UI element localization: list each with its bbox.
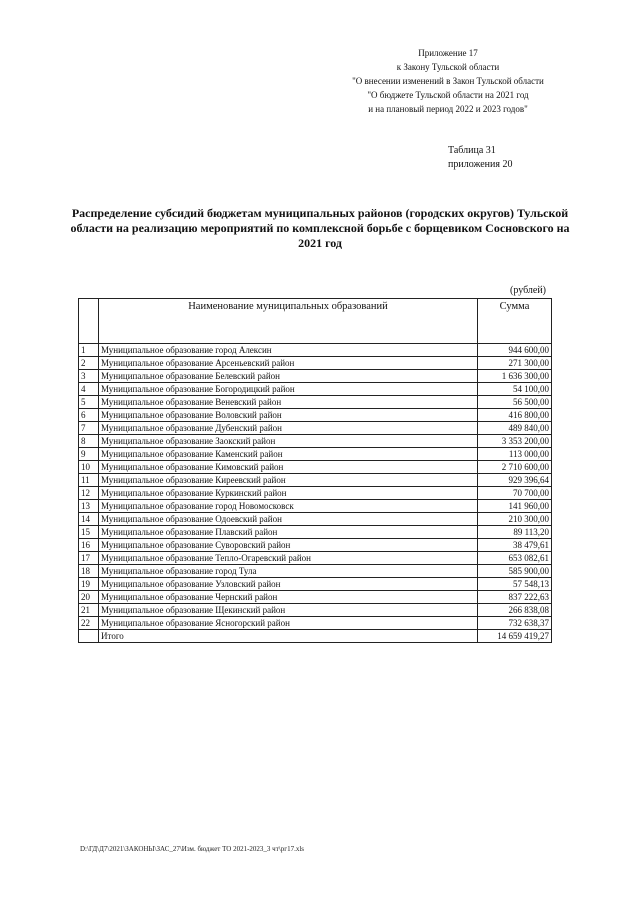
table-row [79,461,552,474]
table-row [79,565,552,578]
municipality-name: Муниципальное образование Куркинский район [99,487,478,500]
municipality-name: Муниципальное образование Дубенский район [99,422,478,435]
appendix-line: Приложение 17 [418,48,478,58]
total-row [79,630,552,643]
subsidy-amount: 489 840,00 [478,422,552,435]
subsidy-amount: 57 548,13 [478,578,552,591]
table-row [79,513,552,526]
subsidy-amount: 210 300,00 [478,513,552,526]
table-row [79,448,552,461]
table-row [79,500,552,513]
municipality-name: Муниципальное образование Киреевский район [99,474,478,487]
table-row [79,396,552,409]
row-number: 5 [79,396,99,409]
subsidy-amount: 113 000,00 [478,448,552,461]
subsidy-amount: 585 900,00 [478,565,552,578]
subsidy-amount: 416 800,00 [478,409,552,422]
row-number: 6 [79,409,99,422]
municipality-name: Муниципальное образование город Тула [99,565,478,578]
subsidy-table [78,298,552,643]
subsidy-amount: 837 222,63 [478,591,552,604]
row-number: 7 [79,422,99,435]
row-number: 8 [79,435,99,448]
municipality-name: Муниципальное образование Кимовский район [99,461,478,474]
subsidy-amount: 141 960,00 [478,500,552,513]
row-number: 2 [79,357,99,370]
table-row [79,526,552,539]
subsidy-amount: 89 113,20 [478,526,552,539]
municipality-name: Муниципальное образование город Новомосковск [99,500,478,513]
subsidy-amount: 1 636 300,00 [478,370,552,383]
subsidy-amount: 56 500,00 [478,396,552,409]
appendix-label: приложения 20 [448,159,513,170]
table-row [79,617,552,630]
column-header-number [79,299,99,344]
document-title: Распределение субсидий бюджетам муниципальных районов (городских округов) Тульской области на реализацию мероприятий по комплексной борьбе с борщевиком Сосновского на 2021 год [70,206,570,250]
table-row [79,370,552,383]
table-row [79,552,552,565]
table-label: Таблица 31 [448,145,496,156]
municipality-name: Муниципальное образование Веневский район [99,396,478,409]
row-number: 22 [79,617,99,630]
table-body [79,344,552,643]
municipality-name: Муниципальное образование Чернский район [99,591,478,604]
appendix-line: и на плановый период 2022 и 2023 годов" [368,104,528,114]
municipality-name: Муниципальное образование Ясногорский район [99,617,478,630]
subsidy-amount: 3 353 200,00 [478,435,552,448]
municipality-name: Муниципальное образование Узловский район [99,578,478,591]
row-number: 18 [79,565,99,578]
subsidy-amount: 266 838,08 [478,604,552,617]
table-row [79,604,552,617]
table-row [79,422,552,435]
row-number: 19 [79,578,99,591]
row-number: 12 [79,487,99,500]
municipality-name: Итого [99,630,478,643]
municipality-name: Муниципальное образование Суворовский район [99,539,478,552]
municipality-name: Муниципальное образование город Алексин [99,344,478,357]
row-number: 14 [79,513,99,526]
subsidy-amount: 271 300,00 [478,357,552,370]
table-row [79,435,552,448]
row-number: 11 [79,474,99,487]
subsidy-amount: 653 082,61 [478,552,552,565]
row-number: 16 [79,539,99,552]
appendix-line: "О бюджете Тульской области на 2021 год [367,90,529,100]
appendix-line: "О внесении изменений в Закон Тульской области [352,76,544,86]
subsidy-amount: 929 396,64 [478,474,552,487]
subsidy-amount: 944 600,00 [478,344,552,357]
table-row [79,409,552,422]
row-number: 21 [79,604,99,617]
row-number: 1 [79,344,99,357]
municipality-name: Муниципальное образование Белевский район [99,370,478,383]
municipality-name: Муниципальное образование Богородицкий район [99,383,478,396]
municipality-name: Муниципальное образование Каменский район [99,448,478,461]
municipality-name: Муниципальное образование Щекинский район [99,604,478,617]
table-row [79,591,552,604]
municipality-name: Муниципальное образование Плавский район [99,526,478,539]
municipality-name: Муниципальное образование Арсеньевский район [99,357,478,370]
table-row [79,487,552,500]
row-number: 17 [79,552,99,565]
file-path-footer: D:\ГД\Д7\2021\ЗАКОНЫ\ЗАС_27\Изм. бюджет ТО 2021-2023_3 чт\рг17.xls [80,845,304,853]
units-label: (рублей) [510,285,547,296]
column-header-name: Наименование муниципальных образований [99,299,478,344]
column-header-sum: Сумма [478,299,552,344]
row-number: 13 [79,500,99,513]
subsidy-amount: 38 479,61 [478,539,552,552]
table-number [448,144,512,172]
municipality-name: Муниципальное образование Одоевский район [99,513,478,526]
table-row [79,539,552,552]
row-number: 20 [79,591,99,604]
table-row [79,344,552,357]
subsidy-amount: 70 700,00 [478,487,552,500]
table-row [79,578,552,591]
municipality-name: Муниципальное образование Тепло-Огаревский район [99,552,478,565]
subsidy-amount: 54 100,00 [478,383,552,396]
row-number: 9 [79,448,99,461]
subsidy-amount: 2 710 600,00 [478,461,552,474]
row-number: 15 [79,526,99,539]
subsidy-amount: 732 638,37 [478,617,552,630]
row-number: 3 [79,370,99,383]
table-row [79,357,552,370]
row-number: 10 [79,461,99,474]
subsidy-amount: 14 659 419,27 [478,630,552,643]
appendix-line: к Закону Тульской области [396,62,500,72]
table-row [79,474,552,487]
row-number [79,630,99,643]
municipality-name: Муниципальное образование Воловский район [99,409,478,422]
municipality-name: Муниципальное образование Заокский район [99,435,478,448]
table-row [79,383,552,396]
row-number: 4 [79,383,99,396]
appendix-header [330,46,566,116]
table-header-row [79,299,552,344]
